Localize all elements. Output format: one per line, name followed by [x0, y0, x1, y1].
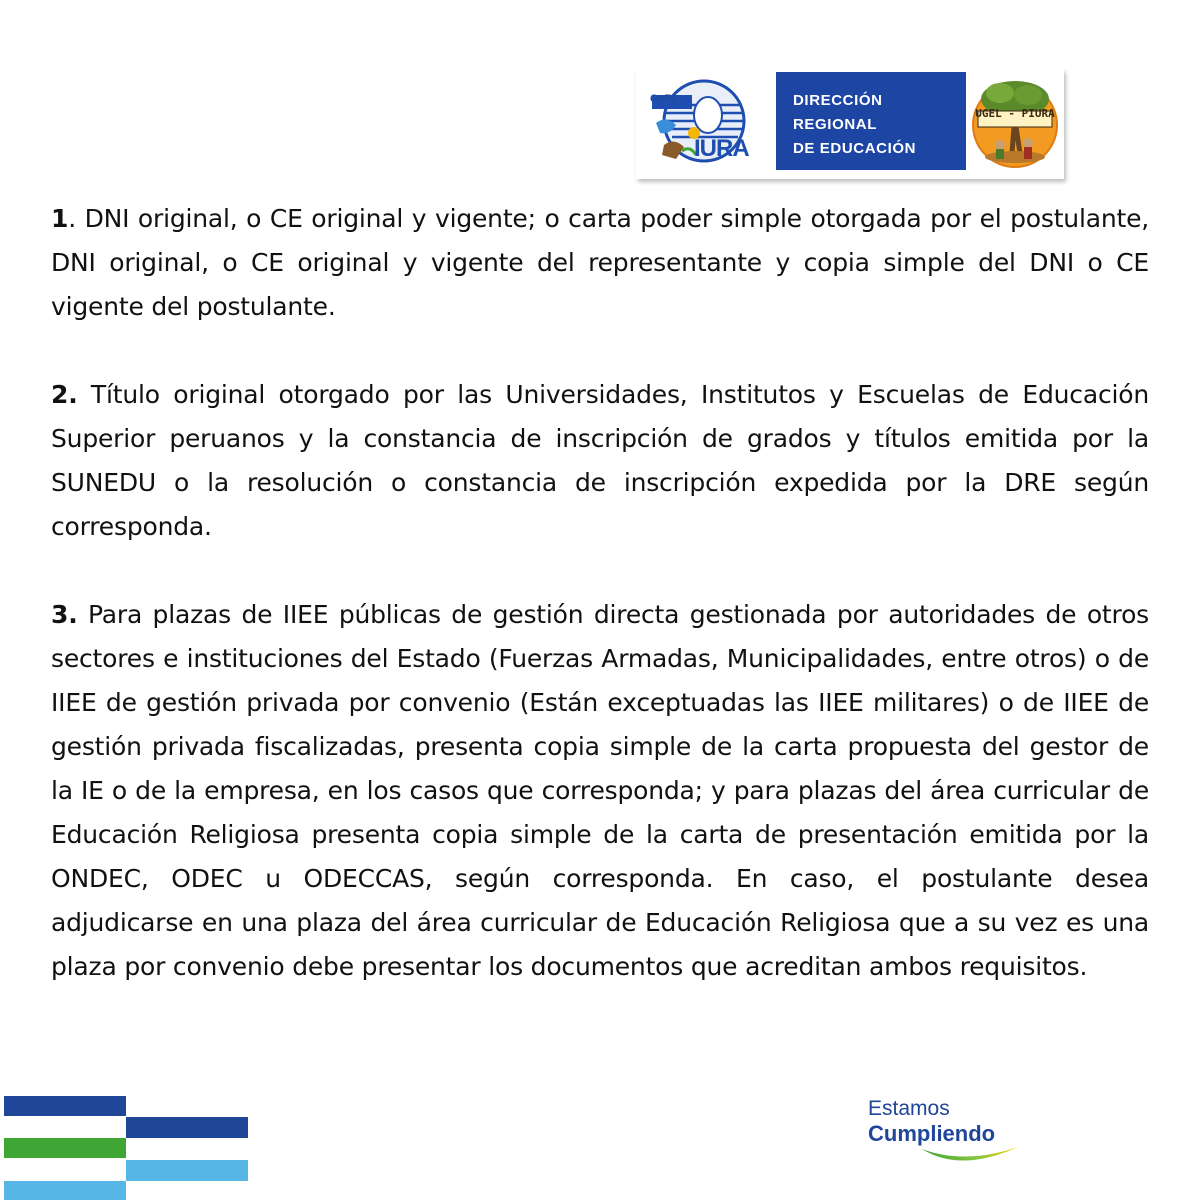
requirement-number: 1 [51, 204, 69, 233]
requirement-item [51, 593, 1149, 989]
estamos-cumpliendo-slogan [868, 1097, 1028, 1177]
ugel-piura-logo [970, 73, 1060, 173]
requirement-number: 2. [51, 380, 78, 409]
footer-stripe-light-blue [126, 1160, 248, 1181]
footer-stripe-blue [4, 1096, 126, 1116]
footer-stripe-green [4, 1138, 126, 1158]
dre-title-box [776, 72, 966, 170]
slogan-line2: Cumpliendo [868, 1121, 996, 1146]
requirement-text: DNI original, o CE original y vigente; o carta poder simple otorgada por el postulante, DNI original, o CE original y vigente del representante y copia simple del DNI o CE vigente del postulante. [51, 204, 1149, 321]
dre-title-line: DE EDUCACIÓN [793, 140, 917, 157]
dre-title-line: DIRECCIÓN [793, 92, 883, 109]
footer-stripe-blue [126, 1117, 248, 1138]
swoosh-icon [920, 1143, 1020, 1169]
slogan-line1: Estamos [868, 1097, 950, 1120]
requirement-item [51, 373, 1149, 549]
footer-stripe-light-blue [4, 1181, 126, 1200]
requirement-number-suffix: . [68, 204, 76, 233]
logo-strip [636, 69, 1064, 179]
requirement-text: Para plazas de IIEE públicas de gestión directa gestionada por autoridades de otros sectores e instituciones del Estado (Fuerzas Armadas, Municipalidades, entre otros) o de IIEE de gestión privada por convenio (Están exceptuadas las IIEE militares) o de IIEE de gestión privada fiscalizadas, presenta copia simple de la carta propuesta del gestor de la IE o de la empresa, en los casos que corresponda; y para plazas del área curricular de Educación Religiosa presenta copia simple de la carta de presentación emitida por la ONDEC, ODEC u ODECCAS, según corresponda. En caso, el postulante desea adjudicarse en una plaza del área curricular de Educación Religiosa que a su vez es una plaza por convenio debe presentar los documentos que acreditan ambos requisitos. [51, 600, 1149, 981]
requirement-text: Título original otorgado por las Universidades, Institutos y Escuelas de Educación Superior peruanos y la constancia de inscripción de grados y títulos emitida por la SUNEDU o la resolución o constancia de inscripción expedida por la DRE según corresponda. [51, 380, 1149, 541]
requirements-list [51, 197, 1149, 1033]
requirement-item [51, 197, 1149, 329]
requirement-number: 3. [51, 600, 78, 629]
ugel-logo-text: UGEL - PIURA [975, 107, 1055, 120]
gore-logo-name: IURA [694, 135, 749, 162]
gore-logo-small-text: GoRe [650, 93, 678, 105]
dre-title-line: REGIONAL [793, 116, 877, 133]
